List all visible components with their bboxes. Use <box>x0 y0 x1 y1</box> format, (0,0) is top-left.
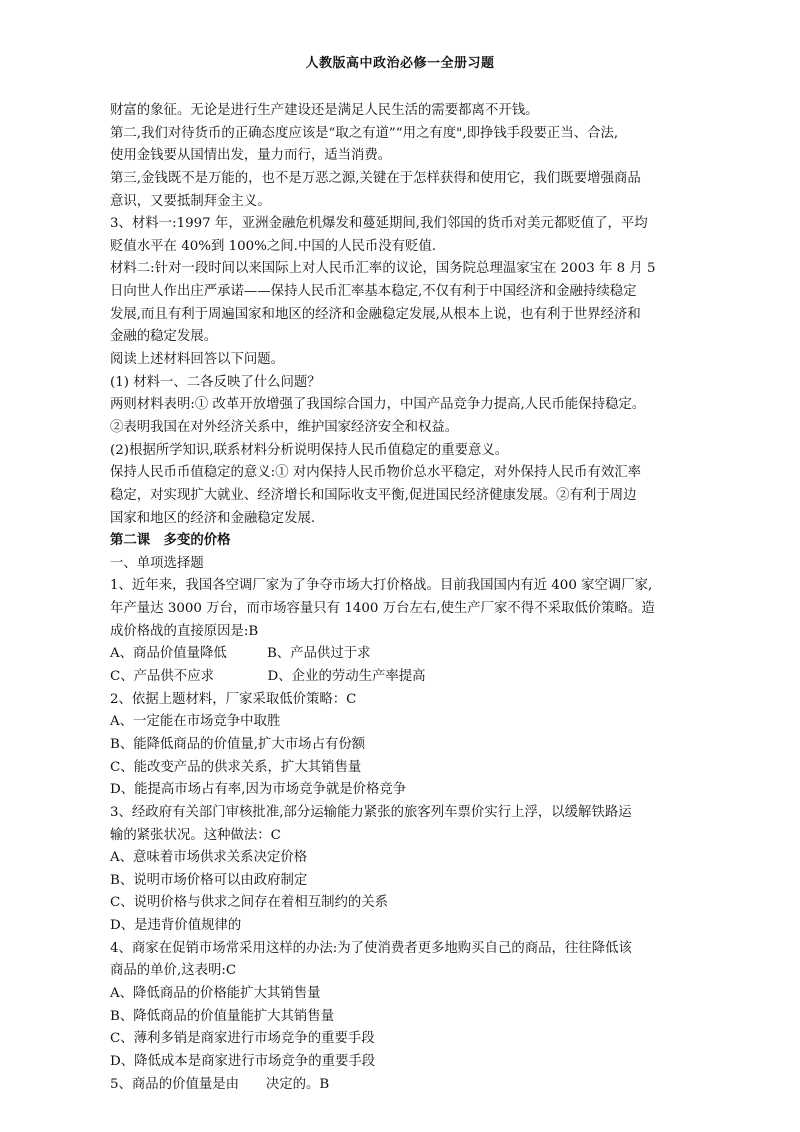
text-line: 年产量达 3000 万台，而市场容量只有 1400 万台左右,使生产厂家不得不采取低价策略。造 <box>110 601 655 617</box>
text-line: 贬值水平在 40%到 100%之间.中国的人民币没有贬值. <box>110 238 437 254</box>
text-line: D、降低成本是商家进行市场竞争的重要手段 <box>110 1053 376 1069</box>
text-line: 使用金钱要从国情出发，量力而行，适当消费。 <box>110 148 392 164</box>
text-line: (2)根据所学知识,联系材料分析说明保持人民币值稳定的重要意义。 <box>110 442 509 458</box>
text-line: 1、近年来，我国各空调厂家为了争夺市场大打价格战。目前我国国内有近 400 家空调厂家, <box>110 578 653 594</box>
text-line: C、说明价格与供求之间存在着相互制约的关系 <box>110 895 389 911</box>
text-line: 商品的单价,这表明:C <box>110 963 237 979</box>
text-line: 阅读上述材料回答以下问题。 <box>110 352 285 368</box>
text-line: 输的紧张状况。这种做法：C <box>110 827 281 843</box>
text-line: 金融的稳定发展。 <box>110 329 218 345</box>
text-line: 3、经政府有关部门审核批准,部分运输能力紧张的旅客列车票价实行上浮，以缓解铁路运 <box>110 804 632 820</box>
text-line: (1) 材料一、二各反映了什么问题？ <box>110 374 321 390</box>
text-line: 发展,而且有利于周遍国家和地区的经济和金融稳定发展,从根本上说，也有利于世界经济和 <box>110 306 641 322</box>
text-line: A、意味着市场供求关系决定价格 <box>110 850 308 866</box>
document-body <box>110 100 698 1096</box>
text-line: A、降低商品的价格能扩大其销售量 <box>110 985 321 1001</box>
text-line: 2、依据上题材料，厂家采取低价策略：C <box>110 691 357 707</box>
text-line: 5、商品的价值量是由 决定的。B <box>110 1076 330 1092</box>
text-line: C、能改变产品的供求关系，扩大其销售量 <box>110 759 362 775</box>
text-line: 第二,我们对待货币的正确态度应该是“取之有道”“用之有度",即挣钱手段要正当、合法, <box>110 125 619 141</box>
text-line: 国家和地区的经济和金融稳定发展. <box>110 510 316 526</box>
text-line: D、能提高市场占有率,因为市场竞争就是价格竞争 <box>110 782 407 798</box>
text-line: C、产品供不应求 D、企业的劳动生产率提高 <box>110 669 426 685</box>
text-line: C、薄利多销是商家进行市场竞争的重要手段 <box>110 1031 375 1047</box>
text-line: 3、材料一:1997 年，亚洲金融危机爆发和蔓延期间,我们邻国的货币对美元都贬值了，平均 <box>110 216 648 232</box>
text-line: A、商品价值量降低 B、产品供过于求 <box>110 646 371 662</box>
text-line: D、是违背价值规律的 <box>110 918 242 934</box>
text-line: 保持人民币币值稳定的意义:① 对内保持人民币物价总水平稳定，对外保持人民币有效汇率 <box>110 465 641 481</box>
text-line: 日向世人作出庄严承诺——保持人民币汇率基本稳定,不仅有利于中国经济和金融持续稳定 <box>110 284 637 300</box>
text-line: B、能降低商品的价值量,扩大市场占有份额 <box>110 736 366 752</box>
text-line: 4、商家在促销市场常采用这样的办法:为了使消费者更多地购买自己的商品，往往降低该 <box>110 940 632 956</box>
text-line: 两则材料表明:① 改革开放增强了我国综合国力，中国产品竞争力提高,人民币能保持稳定。 <box>110 397 646 413</box>
text-line: B、降低商品的价值量能扩大其销售量 <box>110 1008 335 1024</box>
text-line: 成价格战的直接原因是:B <box>110 623 259 639</box>
text-line: 稳定，对实现扩大就业、经济增长和国际收支平衡,促进国民经济健康发展。②有利于周边 <box>110 487 637 503</box>
text-line: 一、单项选择题 <box>110 555 204 571</box>
text-line: 意识，又要抵制拜金主义。 <box>110 193 271 209</box>
text-line: 第三,金钱既不是万能的，也不是万恶之源,关键在于怎样获得和使用它，我们既要增强商品 <box>110 170 641 186</box>
text-line: ②表明我国在对外经济关系中，维护国家经济安全和权益。 <box>110 419 459 435</box>
text-line: 材料二:针对一段时间以来国际上对人民币汇率的议论，国务院总理温家宝在 2003 年 8 月 5 <box>110 261 656 277</box>
text-line: 财富的象征。无论是进行生产建设还是满足人民生活的需要都离不开钱。 <box>110 103 539 118</box>
text-line: A、一定能在市场竞争中取胜 <box>110 714 281 730</box>
text-line: B、说明市场价格可以由政府制定 <box>110 872 308 888</box>
page-title: 人教版高中政治必修一全册习题 <box>305 56 495 71</box>
section-heading: 第二课 多变的价格 <box>110 533 231 549</box>
